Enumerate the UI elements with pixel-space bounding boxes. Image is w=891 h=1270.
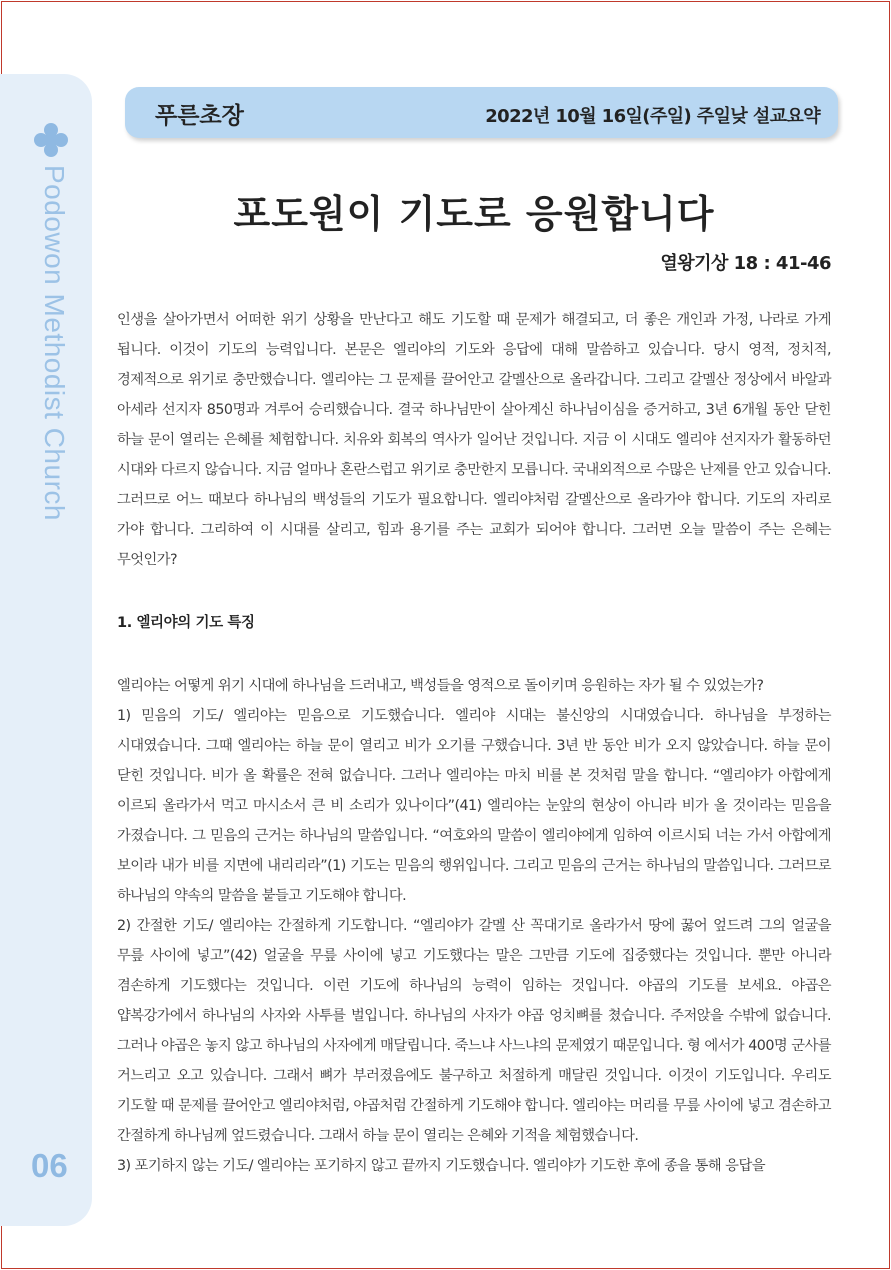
sermon-date: 2022년 10월 16일(주일) 주일낮 설교요약 [485, 106, 820, 127]
point-paragraph-1: 1) 믿음의 기도/ 엘리야는 믿음으로 기도했습니다. 엘리야 시대는 불신앙의 시대였습니다. 하나님을 부정하는 시대였습니다. 그때 엘리야는 하늘 문이 열리고 비가 오기를 구했습니다. 3년 반 동안 비가 오지 않았습니다. 하늘 문이 닫힌 것입니다. 비가 올 확률은 전혀 없습니다. 그러나 엘리야는 마치 비를 본 것처럼 말을 합니다. “엘리야가 아합에게 이르되 올라가서 먹고 마시소서 큰 비 소리가 있나이다”(41) 엘리야는 눈앞의 현상이 아니라 비가 올 것이라는 믿음을 가졌습니다. 그 믿음의 근거는 하나님의 말씀입니다. “여호와의 말씀이 엘리야에게 임하여 이르시되 너는 가서 아합에게 보이라 내가 비를 지면에 내리리라”(1) 기도는 믿음의 행위입니다. 그리고 믿음의 근거는 하나님의 말씀입니다. 그러므로 하나님의 약속의 말씀을 붙들고 기도해야 합니다. [117, 708, 831, 904]
sermon-body [117, 305, 831, 1181]
page-number: 06 [31, 1147, 68, 1184]
header-bar [125, 87, 838, 138]
point-paragraph-2: 2) 간절한 기도/ 엘리야는 간절하게 기도합니다. “엘리야가 갈멜 산 꼭대기로 올라가서 땅에 꿇어 엎드려 그의 얼굴을 무릎 사이에 넣고”(42) 얼굴을 무릎 사이에 넣고 기도했다는 말은 그만큼 기도에 집중했다는 것입니다. 뿐만 아니라 겸손하게 기도했다는 것입니다. 이런 기도에 하나님의 능력이 임하는 것입니다. 야곱의 기도를 보세요. 야곱은 얍복강가에서 하나님의 사자와 사투를 벌입니다. 하나님의 사자가 야곱 엉치뼈를 쳤습니다. 주저앉을 수밖에 없습니다. 그러나 야곱은 놓지 않고 하나님의 사자에게 매달립니다. 죽느냐 사느냐의 문제였기 때문입니다. 형 에서가 400명 군사를 거느리고 오고 있습니다. 그래서 뼈가 부러졌음에도 불구하고 처절하게 매달린 것입니다. 이것이 기도입니다. 우리도 기도할 때 문제를 끌어안고 엘리야처럼, 야곱처럼 간절하게 기도해야 합니다. 엘리야는 머리를 무릎 사이에 넣고 겸손하고 간절하게 하나님께 엎드렸습니다. 그래서 하늘 문이 열리는 은혜와 기적을 체험했습니다. [117, 918, 832, 1144]
point-paragraph-3: 3) 포기하지 않는 기도/ 엘리야는 포기하지 않고 끝까지 기도했습니다. 엘리야가 기도한 후에 종을 통해 응답을 [117, 1158, 765, 1174]
section-intro: 엘리야는 어떻게 위기 시대에 하나님을 드러내고, 백성들을 영적으로 돌이키며 응원하는 자가 될 수 있었는가? [117, 678, 764, 694]
cross-icon [33, 122, 69, 158]
column-title: 푸른초장 [155, 103, 244, 129]
scripture-reference: 열왕기상 18 : 41-46 [660, 253, 831, 274]
section-heading: 1. 엘리야의 기도 특징 [117, 615, 255, 631]
church-name: Podowon Methodist Church [39, 165, 70, 521]
intro-paragraph: 인생을 살아가면서 어떠한 위기 상황을 만난다고 해도 기도할 때 문제가 해결되고, 더 좋은 개인과 가정, 나라로 가게 됩니다. 이것이 기도의 능력입니다. 본문은 엘리야의 기도와 응답에 대해 말씀하고 있습니다. 당시 영적, 정치적, 경제적으로 위기로 충만했습니다. 엘리야는 그 문제를 끌어안고 갈멜산으로 올라갑니다. 그리고 갈멜산 정상에서 바알과 아세라 선지자 850명과 겨루어 승리했습니다. 결국 하나님만이 살아계신 하나님이심을 증거하고, 3년 6개월 동안 닫힌 하늘 문이 열리는 은혜를 체험합니다. 치유와 회복의 역사가 일어난 것입니다. 지금 이 시대도 엘리야 선지자가 활동하던 시대와 다르지 않습니다. 지금 얼마나 혼란스럽고 위기로 충만한지 모릅니다. 국내외적으로 수많은 난제를 안고 있습니다. 그러므로 어느 때보다 하나님의 백성들의 기도가 필요합니다. 엘리야처럼 갈멜산으로 올라가야 합니다. 기도의 자리로 가야 합니다. 그리하여 이 시대를 살리고, 힘과 용기를 주는 교회가 되어야 합니다. 그러면 오늘 말씀이 주는 은혜는 무엇인가? [117, 312, 831, 568]
sermon-title: 포도원이 기도로 응원합니다 [233, 191, 715, 236]
